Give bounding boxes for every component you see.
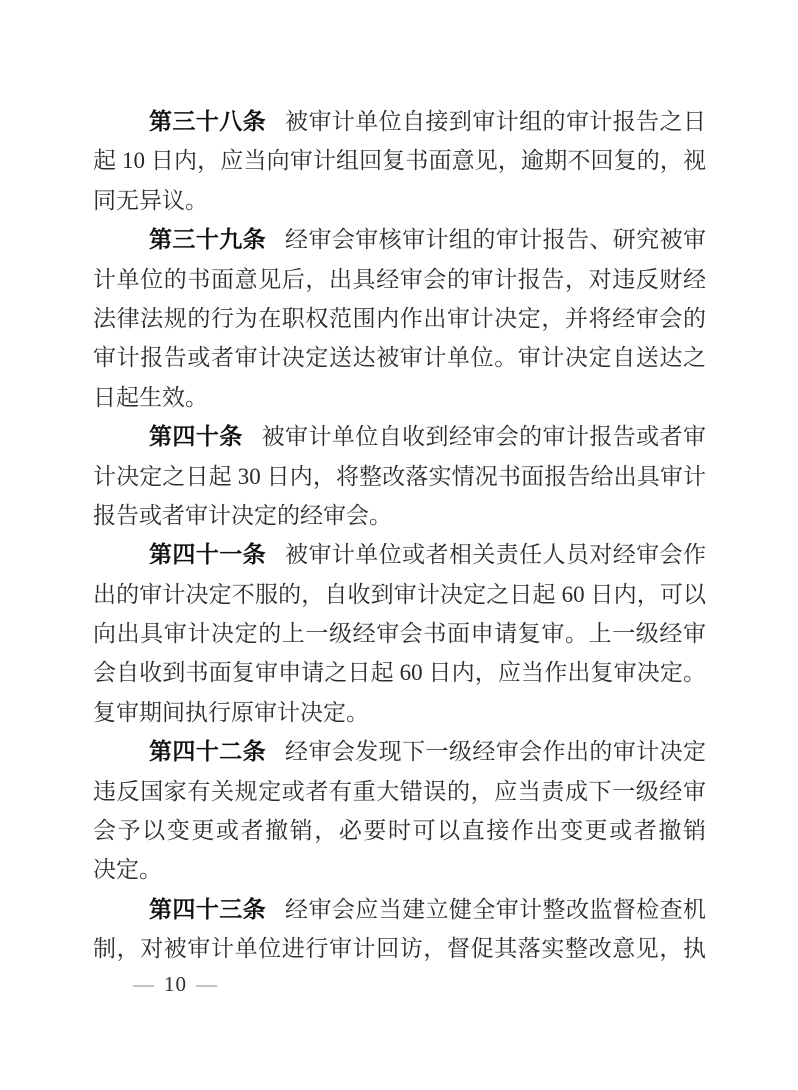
text-line: 违反国家有关规定或者有重大错误的，应当责成下一级经审: [93, 778, 706, 804]
text-line: [93, 102, 706, 141]
article-number: 第三十八条: [149, 108, 267, 134]
text-line: 同无异议。: [93, 187, 208, 213]
page-footer: [124, 969, 227, 999]
article-number: 第四十条: [149, 423, 243, 450]
text-line: 计决定之日起 30 日内，将整改落实情况书面报告给出具审计: [93, 463, 706, 489]
text-line: [93, 732, 706, 771]
article-39-paragraph: [93, 220, 706, 417]
line-text: 被审计单位自接到审计组的审计报告之日: [285, 109, 706, 134]
article-43-paragraph: [93, 890, 706, 969]
article-40-paragraph: [93, 417, 706, 535]
text-line: 会予以变更或者撤销，必要时可以直接作出变更或者撤销: [93, 818, 706, 844]
line-text: 经审会应当建立健全审计整改监督检查机: [285, 896, 706, 922]
text-line: [93, 535, 706, 574]
text-line: 日起生效。: [93, 384, 208, 410]
text-line: 报告或者审计决定的经审会。: [93, 502, 392, 528]
text-line: 决定。: [93, 857, 162, 883]
text-line: [93, 220, 706, 259]
footer-left-dash: —: [133, 972, 155, 996]
document-body: [93, 102, 706, 969]
text-line: 审计报告或者审计决定送达被审计单位。审计决定自送达之: [93, 345, 706, 371]
text-line: 起 10 日内，应当向审计组回复书面意见，逾期不回复的，视: [93, 148, 706, 174]
article-42-paragraph: [93, 732, 706, 890]
text-line: 复审期间执行原审计决定。: [93, 699, 369, 725]
line-text: 经审会审核审计组的审计报告、研究被审: [285, 227, 706, 253]
text-line: [93, 417, 706, 456]
line-text: 被审计单位或者相关责任人员对经审会作: [285, 542, 706, 568]
text-line: 会自收到书面复审申请之日起 60 日内，应当作出复审决定。: [93, 660, 706, 686]
article-number: 第四十二条: [149, 738, 267, 765]
line-text: 被审计单位自收到经审会的审计报告或者审: [261, 424, 706, 450]
text-line: 计单位的书面意见后，出具经审会的审计报告，对违反财经: [93, 266, 706, 292]
text-line: [93, 890, 706, 929]
article-41-paragraph: [93, 535, 706, 732]
page-number: 10: [164, 972, 187, 996]
footer-right-dash: —: [196, 972, 218, 996]
text-line: 出的审计决定不服的，自收到审计决定之日起 60 日内，可以: [93, 581, 706, 607]
text-line: 制，对被审计单位进行审计回访，督促其落实整改意见，执: [93, 936, 706, 962]
line-text: 经审会发现下一级经审会作出的审计决定: [285, 739, 706, 765]
article-38-paragraph: [93, 102, 706, 220]
article-number: 第四十三条: [149, 895, 267, 922]
article-number: 第三十九条: [149, 226, 267, 253]
article-number: 第四十一条: [149, 541, 267, 568]
text-line: 法律法规的行为在职权范围内作出审计决定，并将经审会的: [93, 305, 706, 331]
text-line: 向出具审计决定的上一级经审会书面申请复审。上一级经审: [93, 621, 706, 647]
